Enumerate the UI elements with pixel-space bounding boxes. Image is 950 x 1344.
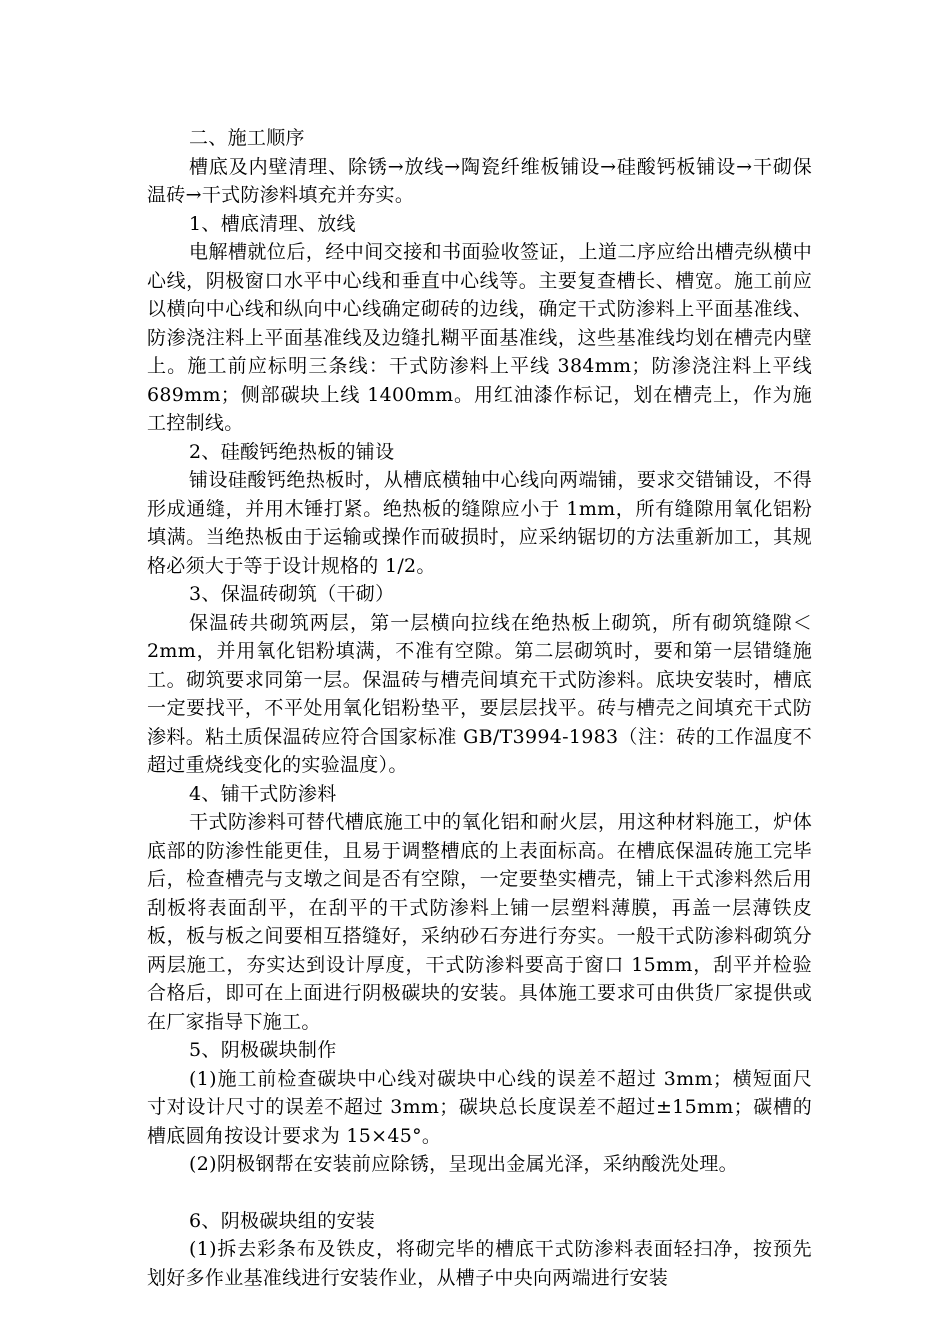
blank-line [147,1179,812,1207]
step4-paragraph: 干式防渗料可替代槽底施工中的氧化铝和耐火层，用这种材料施工，炉体底部的防渗性能更佳，且易于调整槽底的上表面标高。在槽底保温砖施工完毕后，检查槽壳与支墩之间是否有空隙，一定要垫实槽壳，铺上干式渗料然后用刮板将表面刮平，在刮平的干式防渗料上铺一层塑料薄膜，再盖一层薄铁皮板，板与板之间要相互搭缝好，采纳砂石夯进行夯实。一般干式防渗料砌筑分两层施工，夯实达到设计厚度，干式防渗料要高于窗口 15mm，刮平并检验合格后，即可在上面进行阴极碳块的安装。具体施工要求可由供货厂家提供或在厂家指导下施工。 [147,811,812,1033]
step1-heading: 1、槽底清理、放线 [189,212,356,235]
step1-paragraph: 电解槽就位后，经中间交接和书面验收签证，上道二序应给出槽壳纵横中心线，阴极窗口水平中心线和垂直中心线等。主要复查槽长、槽宽。施工前应以横向中心线和纵向中心线确定砌砖的边线，确定干式防渗料上平面基准线、防渗浇注料上平面基准线及边缝扎糊平面基准线，这些基准线均划在槽壳内壁上。施工前应标明三条线：干式防渗料上平线 384mm；防渗浇注料上平线 689mm；侧部碳块上线 1400mm。用红油漆作标记，划在槽壳上，作为施工控制线。 [147,241,812,434]
step5-item2: (2)阴极钢帮在安装前应除锈，呈现出金属光泽，采纳酸洗处理。 [189,1153,738,1175]
document-body [147,124,812,1292]
sequence-paragraph: 槽底及内壁清理、除锈→放线→陶瓷纤维板铺设→硅酸钙板铺设→干砌保温砖→干式防渗料填充并夯实。 [147,155,812,206]
step3-heading: 3、保温砖砌筑（干砌） [189,583,395,605]
step5-heading: 5、阴极碳块制作 [189,1039,337,1061]
step5-item1: (1)施工前检查碳块中心线对碳块中心线的误差不超过 3mm；横短面尺寸对设计尺寸的误差不超过 3mm；碳块总长度误差不超过±15mm；碳槽的槽底圆角按设计要求为 15×45°。 [147,1067,812,1147]
step2-paragraph: 铺设硅酸钙绝热板时，从槽底横轴中心线向两端铺，要求交错铺设，不得形成通缝，并用木锤打紧。绝热板的缝隙应小于 1mm，所有缝隙用氧化铝粉填满。当绝热板由于运输或操作而破损时，应采纳锯切的方法重新加工，其规格必须大于等于设计规格的 1/2。 [147,469,812,577]
step3-paragraph: 保温砖共砌筑两层，第一层横向拉线在绝热板上砌筑，所有砌筑缝隙＜2mm，并用氧化铝粉填满，不准有空隙。第二层砌筑时，要和第一层错缝施工。砌筑要求同第一层。保温砖与槽壳间填充干式防渗料。底块安装时，槽底一定要找平，不平处用氧化铝粉垫平，要层层找平。砖与槽壳之间填充干式防渗料。粘土质保温砖应符合国家标准 GB/T3994-1983（注：砖的工作温度不超过重烧线变化的实验温度）。 [147,611,812,776]
step6-heading: 6、阴极碳块组的安装 [189,1209,376,1232]
section-title: 二、施工顺序 [189,127,305,149]
step4-heading: 4、铺干式防渗料 [189,782,337,805]
step2-heading: 2、硅酸钙绝热板的铺设 [189,440,395,463]
step6-item1: (1)拆去彩条布及铁皮，将砌完毕的槽底干式防渗料表面轻扫净，按预先划好多作业基准线进行安装作业，从槽子中央向两端进行安装 [147,1238,812,1289]
